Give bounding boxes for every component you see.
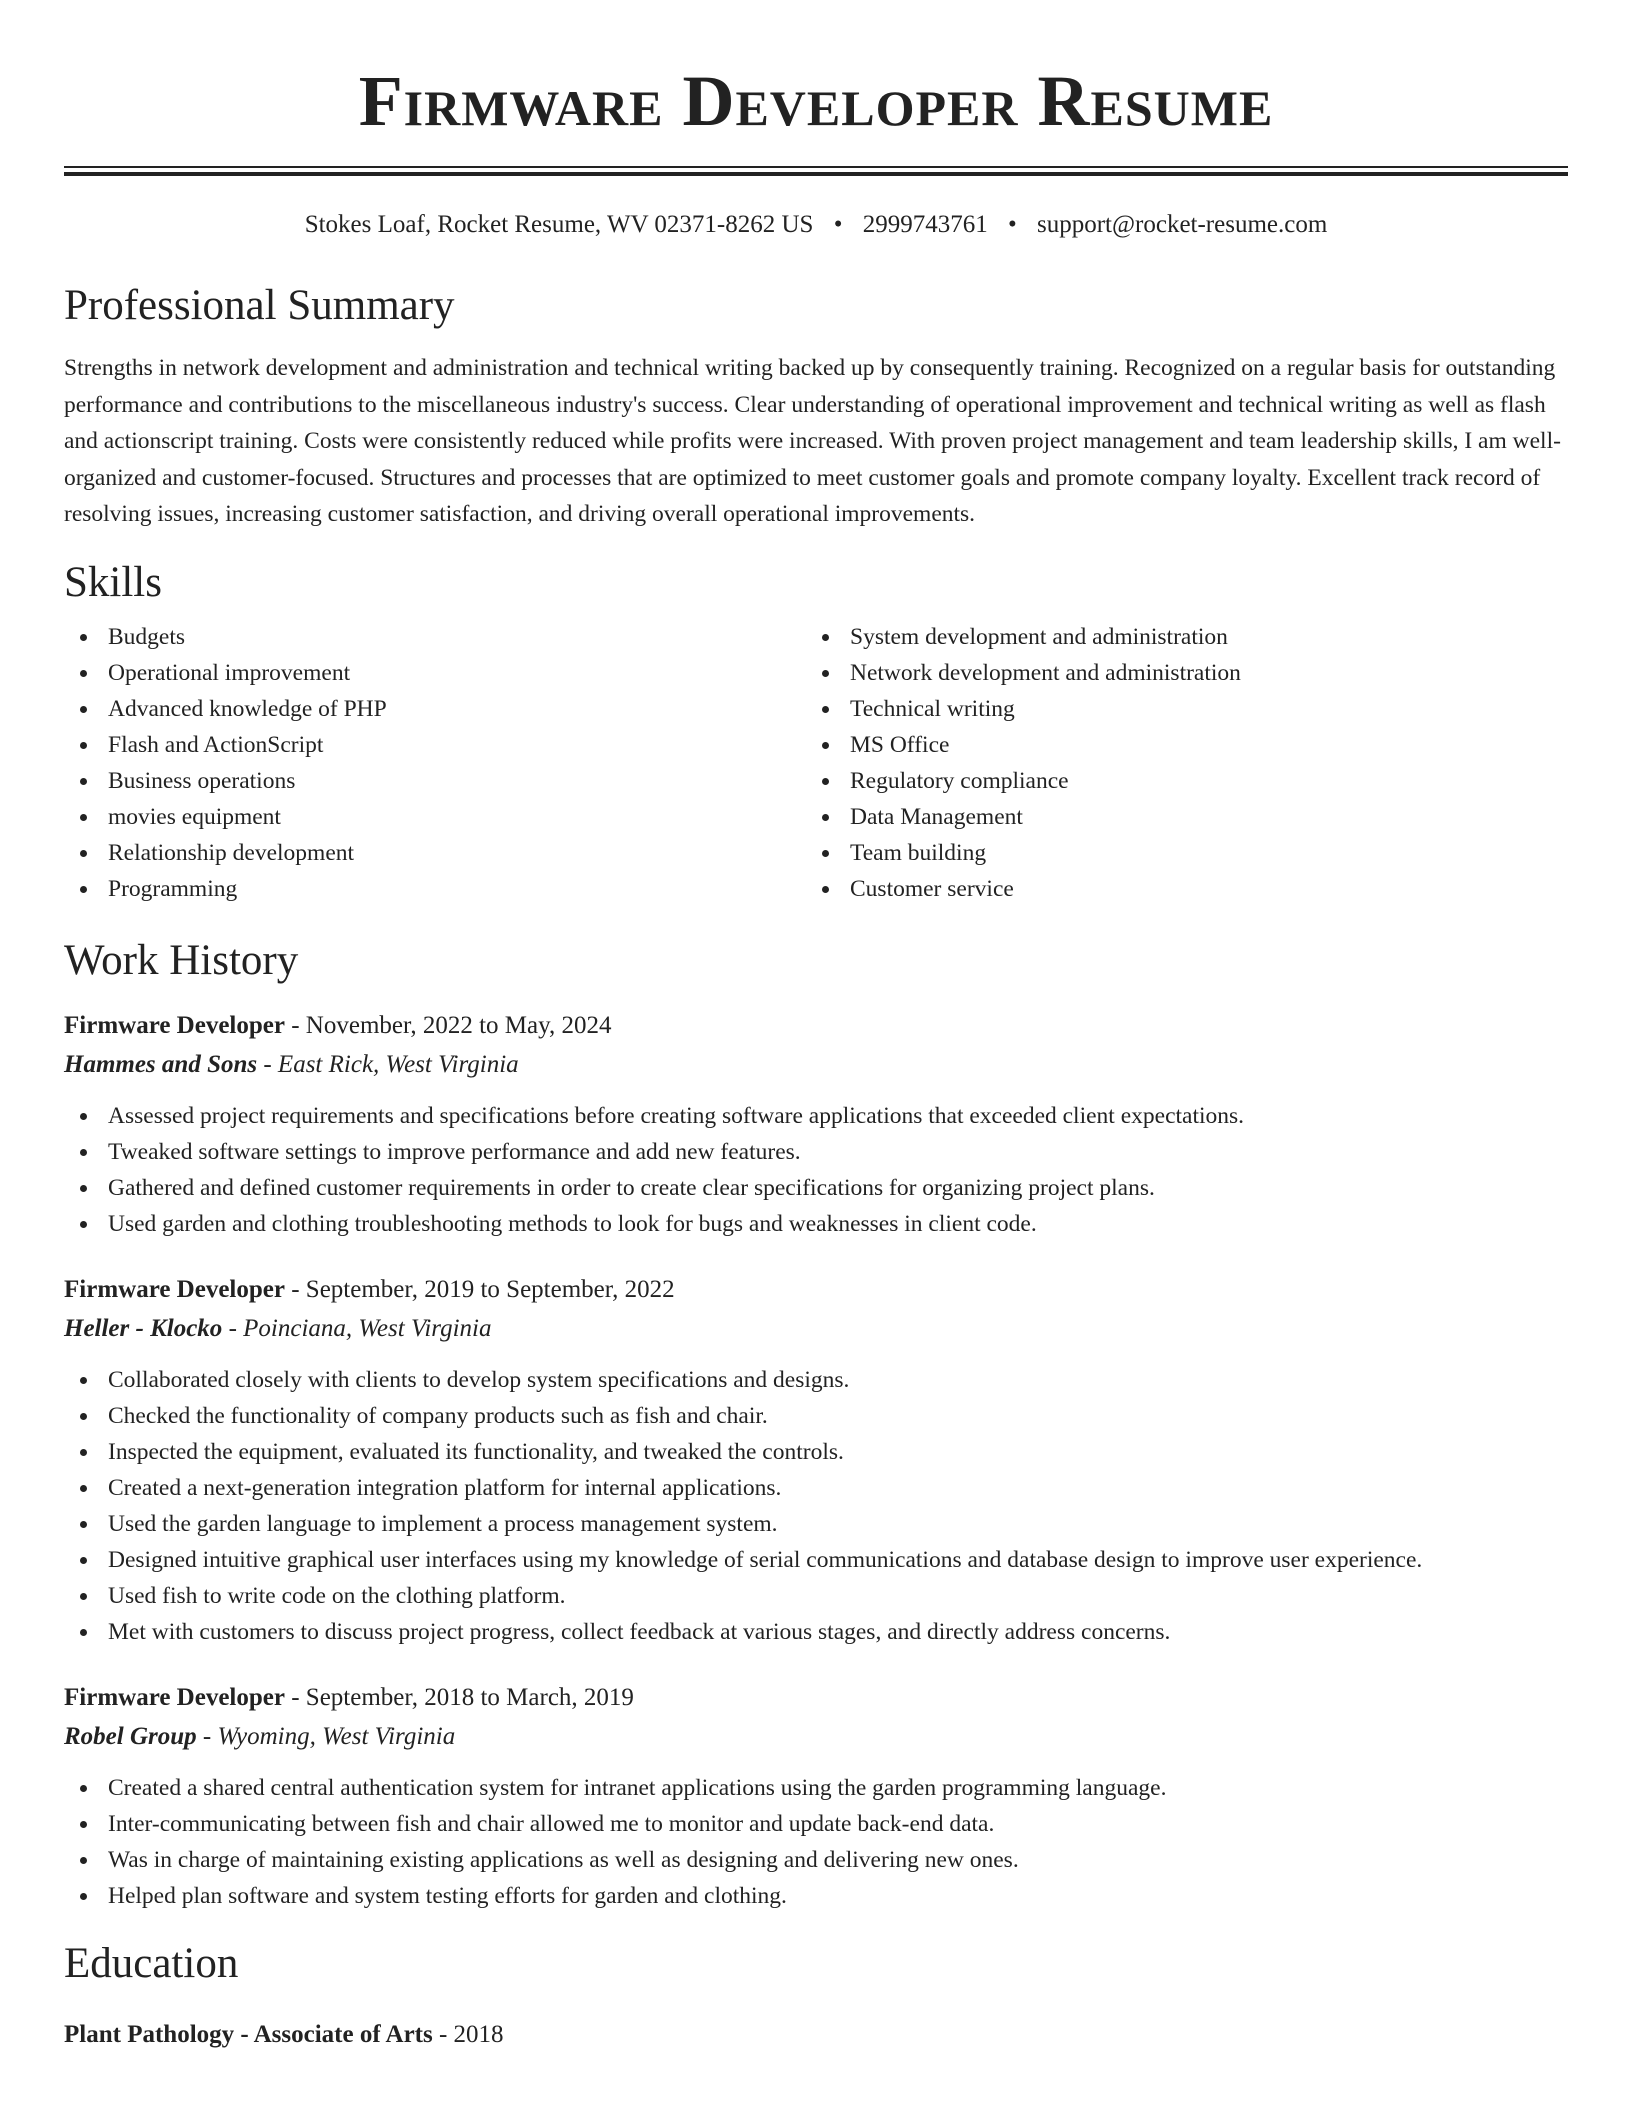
job-entry: [64, 1011, 1568, 1242]
contact-separator: •: [1007, 211, 1017, 238]
skill-item: Business operations: [64, 763, 806, 799]
summary-text: Strengths in network development and administration and technical writing backed up by consequently training. Recognized on a regular basis for outstanding performance and contributions to the miscellaneous industry's success. Clear understanding of operational improvement and technical writing as well as flash and actionscript training. Costs were consistently reduced while profits were increased. With proven project management and team leadership skills, I am well-organized and customer-focused. Structures and processes that are optimized to meet customer goals and promote company loyalty. Excellent track record of resolving issues, increasing customer satisfaction, and driving overall operational improvements.: [64, 355, 1561, 527]
job-title: Firmware Developer: [64, 1011, 285, 1039]
contact-separator: •: [833, 211, 843, 238]
job-bullet: Checked the functionality of company products such as fish and chair.: [64, 1398, 1568, 1434]
summary-heading: Professional Summary: [64, 282, 455, 329]
job-entry: [64, 1275, 1568, 1650]
job-title-line: [64, 1011, 1568, 1041]
job-dates: - September, 2018 to March, 2019: [284, 1683, 634, 1711]
company-name: Heller - Klocko: [64, 1314, 223, 1342]
contact-line: [64, 210, 1568, 240]
skill-item: Customer service: [806, 871, 1241, 907]
job-bullets: [64, 1362, 1568, 1650]
skill-item: Team building: [806, 835, 1241, 871]
work-history-heading: Work History: [64, 936, 299, 984]
skill-item: Technical writing: [806, 691, 1241, 727]
job-bullet: Was in charge of maintaining existing applications as well as designing and delivering new ones.: [64, 1842, 1568, 1878]
skill-item: Flash and ActionScript: [64, 727, 806, 763]
skill-item: Regulatory compliance: [806, 763, 1241, 799]
job-bullet: Inspected the equipment, evaluated its functionality, and tweaked the controls.: [64, 1434, 1568, 1470]
job-title-line: [64, 1275, 1568, 1305]
job-bullet: Collaborated closely with clients to develop system specifications and designs.: [64, 1362, 1568, 1398]
education-degree: Plant Pathology - Associate of Arts: [64, 2020, 433, 2048]
job-title: Firmware Developer: [64, 1275, 285, 1303]
job-bullet: Gathered and defined customer requirements in order to create clear specifications for organizing project plans.: [64, 1170, 1568, 1206]
company-location: - East Rick, West Virginia: [257, 1050, 519, 1078]
job-bullet: Helped plan software and system testing efforts for garden and clothing.: [64, 1878, 1568, 1914]
job-bullet: Created a next-generation integration platform for internal applications.: [64, 1470, 1568, 1506]
title-divider: [64, 166, 1568, 176]
job-title: Firmware Developer: [64, 1683, 285, 1711]
job-entry: [64, 1683, 1568, 1914]
skill-item: Operational improvement: [64, 655, 806, 691]
skill-item: MS Office: [806, 727, 1241, 763]
skills-column-left: [64, 619, 806, 907]
skill-item: Advanced knowledge of PHP: [64, 691, 806, 727]
job-bullet: Used garden and clothing troubleshooting methods to look for bugs and weaknesses in client code.: [64, 1206, 1568, 1242]
skill-item: movies equipment: [64, 799, 806, 835]
contact-email: support@rocket-resume.com: [1037, 211, 1328, 238]
company-location: - Wyoming, West Virginia: [196, 1722, 456, 1750]
skill-item: Relationship development: [64, 835, 806, 871]
job-bullet: Inter-communicating between fish and chair allowed me to monitor and update back-end data.: [64, 1806, 1568, 1842]
job-bullet: Met with customers to discuss project progress, collect feedback at various stages, and directly address concerns.: [64, 1614, 1568, 1650]
job-bullet: Assessed project requirements and specifications before creating software applications that exceeded client expectations.: [64, 1098, 1568, 1134]
company-name: Hammes and Sons: [64, 1050, 258, 1078]
job-title-line: [64, 1683, 1568, 1713]
company-line: [64, 1050, 1568, 1080]
skills-heading: Skills: [64, 558, 162, 606]
job-dates: - November, 2022 to May, 2024: [284, 1011, 612, 1039]
job-bullets: [64, 1098, 1568, 1242]
skill-item: Data Management: [806, 799, 1241, 835]
education-year: - 2018: [432, 2020, 504, 2048]
skill-item: Programming: [64, 871, 806, 907]
job-bullet: Created a shared central authentication system for intranet applications using the garden programming language.: [64, 1770, 1568, 1806]
job-bullet: Used the garden language to implement a process management system.: [64, 1506, 1568, 1542]
skills-list: [64, 619, 1568, 907]
contact-phone: 2999743761: [862, 211, 988, 238]
education-heading: Education: [64, 1939, 239, 1987]
job-bullet: Tweaked software settings to improve performance and add new features.: [64, 1134, 1568, 1170]
skill-item: Budgets: [64, 619, 806, 655]
job-dates: - September, 2019 to September, 2022: [284, 1275, 675, 1303]
company-line: [64, 1314, 1568, 1344]
education-entry: [64, 2020, 1568, 2050]
skills-column-right: [806, 619, 1241, 907]
contact-address: Stokes Loaf, Rocket Resume, WV 02371-8262 US: [304, 211, 814, 238]
page-title: Firmware Developer Resume: [358, 61, 1274, 141]
skill-item: Network development and administration: [806, 655, 1241, 691]
job-bullet: Designed intuitive graphical user interfaces using my knowledge of serial communications and database design to improve user experience.: [64, 1542, 1568, 1578]
job-bullets: [64, 1770, 1568, 1914]
job-bullet: Used fish to write code on the clothing platform.: [64, 1578, 1568, 1614]
company-line: [64, 1722, 1568, 1752]
company-name: Robel Group: [64, 1722, 197, 1750]
skill-item: System development and administration: [806, 619, 1241, 655]
company-location: - Poinciana, West Virginia: [222, 1314, 492, 1342]
